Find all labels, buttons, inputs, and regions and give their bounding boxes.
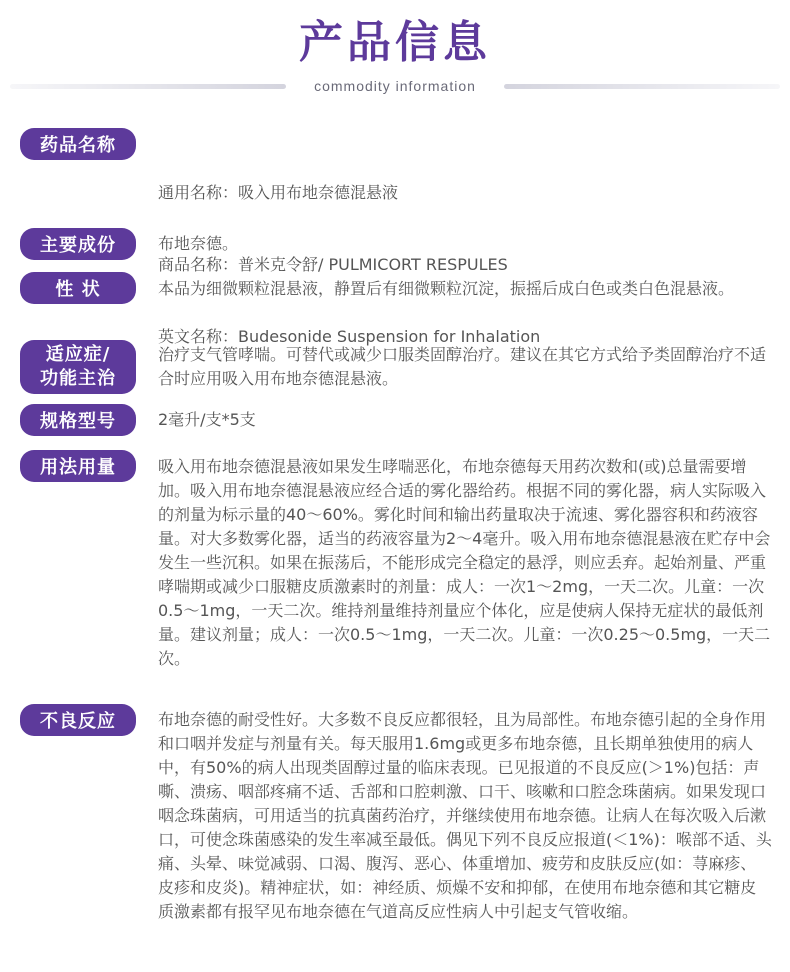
section-label-drug-name: 药品名称 xyxy=(20,128,136,160)
section-label-indications xyxy=(20,340,136,394)
section-value-indications: 治疗支气管哮喘。可替代或减少口服类固醇治疗。建议在其它方式给予类固醇治疗不适合时应用吸入用布地奈德混悬液。 xyxy=(158,345,767,388)
page-subtitle: commodity information xyxy=(314,78,476,94)
section-adverse-reactions xyxy=(20,704,770,972)
section-ingredients xyxy=(20,228,770,260)
page-title: 产品信息 xyxy=(299,17,491,68)
section-label-ingredients: 主要成份 xyxy=(20,228,136,260)
subtitle-row xyxy=(0,76,790,96)
section-label-adverse-reactions: 不良反应 xyxy=(20,704,136,736)
english-name-line: 英文名称：Budesonide Suspension for Inhalation xyxy=(158,327,541,346)
section-label-dosage: 用法用量 xyxy=(20,450,136,482)
section-value-specification: 2毫升/支*5支 xyxy=(158,410,256,429)
section-label-specification: 规格型号 xyxy=(20,404,136,436)
section-dosage xyxy=(20,450,770,698)
divider-left xyxy=(10,84,286,89)
section-label-properties: 性 状 xyxy=(20,272,136,304)
section-value-ingredients: 布地奈德。 xyxy=(158,234,239,253)
section-value-adverse-reactions: 布地奈德的耐受性好。大多数不良反应都很轻，且为局部性。布地奈德引起的全身作用和口咽并发症与剂量有关。每天服用1.6mg或更多布地奈德，且长期单独使用的病人中，有50%的病人出现类固醇过量的临床表现。已见报道的不良反应(＞1%)包括：声嘶、溃疡、咽部疼痛不适、舌部和口腔刺激、口干、咳嗽和口腔念珠菌病。如果发现口咽念珠菌病，可用适当的抗真菌药治疗，并继续使用布地奈德。让病人在每次吸入后漱口，可使念珠菌感染的发生率减至最低。偶见下列不良反应报道(＜1%)：喉部不适、头痛、头晕、味觉减弱、口渴、腹泻、恶心、体重增加、疲劳和皮肤反应(如：荨麻疹、皮疹和皮炎)。精神症状，如：神经质、烦燥不安和抑郁，在使用布地奈德和其它糖皮质激素都有报罕见布地奈德在气道高反应性病人中引起支气管收缩。 xyxy=(158,710,772,921)
section-value-dosage: 吸入用布地奈德混悬液如果发生哮喘恶化，布地奈德每天用药次数和(或)总量需要增加。吸入用布地奈德混悬液应经合适的雾化器给药。根据不同的雾化器，病人实际吸入的剂量为标示量的40～60%。雾化时间和输出药量取决于流速、雾化器容积和药液容量。对大多数雾化器，适当的药液容量为2～4毫升。吸入用布地奈德混悬液在贮存中会发生一些沉积。如果在振荡后，不能形成完全稳定的悬浮，则应丢弃。起始剂量、严重哮喘期或减少口服糖皮质激素时的剂量：成人：一次1～2mg，一天二次。儿童：一次0.5～1mg，一天二次。维持剂量维持剂量应个体化，应是使病人保持无症状的最低剂量。建议剂量；成人：一次0.5～1mg，一天二次。儿童：一次0.25～0.5mg，一天二次。 xyxy=(158,457,771,668)
section-value-properties: 本品为细微颗粒混悬液，静置后有细微颗粒沉淀，振摇后成白色或类白色混悬液。 xyxy=(158,279,735,298)
section-label-indications-line2: 功能主治 xyxy=(40,368,116,389)
header xyxy=(0,0,790,110)
section-specification xyxy=(20,404,770,436)
divider-right xyxy=(504,84,780,89)
section-indications xyxy=(20,340,770,396)
section-label-indications-line1: 适应症/ xyxy=(45,344,111,365)
generic-name-line: 通用名称：吸入用布地奈德混悬液 xyxy=(158,183,399,202)
section-properties xyxy=(20,272,770,324)
brand-name-line: 商品名称：普米克令舒/ PULMICORT RESPULES xyxy=(158,255,508,274)
